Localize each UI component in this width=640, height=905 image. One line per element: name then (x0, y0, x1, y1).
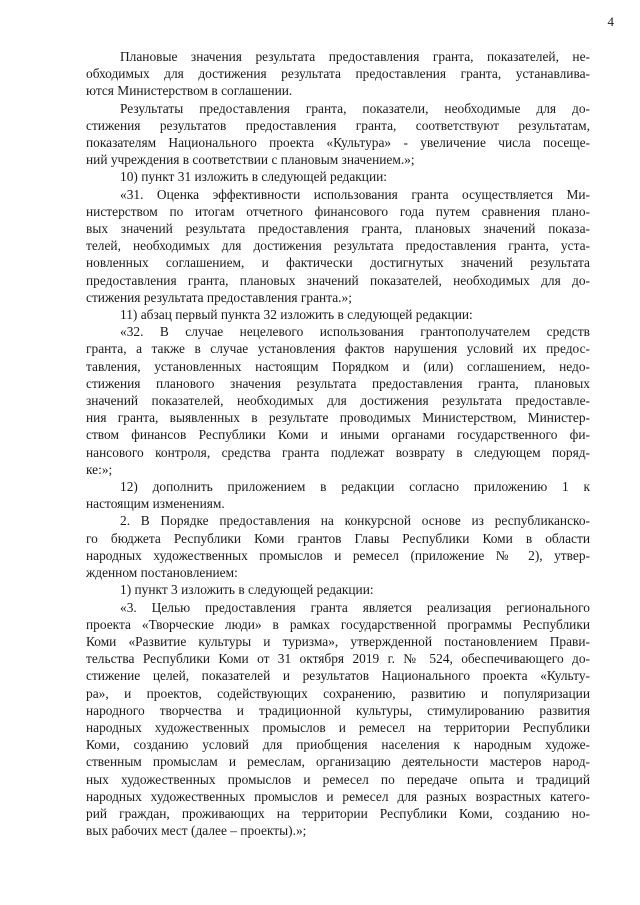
text-line: Коми «Развитие культуры и туризма», утвержденной постановлением Прави- (86, 633, 590, 649)
text-line: 11) абзац первый пункта 32 изложить в следующей редакции: (120, 307, 473, 323)
text-line: Плановые значения результата предоставления гранта, показателей, не- (120, 49, 590, 64)
text-line: нистерством по итогам отчетного финансового года путем сравнения плано- (86, 203, 590, 219)
text-line: показателям Национального проекта «Культура» - увеличение числа посеще- (86, 135, 590, 151)
text-line: ственным промыслам и ремеслам, организацию деятельности мастеров народ- (86, 754, 590, 770)
text-line: рий граждан, проживающих на территории Республики Коми, созданию но- (86, 805, 590, 821)
text-line: тельства Республики Коми от 31 октября 2019 г. № 524, обеспечивающего до- (86, 651, 590, 667)
text-line: Коми, созданию условий для приобщения населения к народным художе- (86, 737, 590, 753)
text-line: обходимых для достижения результата предоставления гранта, устанавлива- (86, 66, 590, 82)
text-line: народных художественных промыслов и ремесел для разных возрастных катего- (86, 788, 590, 804)
text-line: вых значений результата предоставления гранта, плановых значений показа- (86, 221, 590, 237)
text-line: ния гранта, выявленных в результате проводимых Министерством, Министер- (86, 410, 590, 426)
text-line: гранта, а также в случае установления фактов нарушения условий их предос- (86, 341, 590, 357)
text-line: значений показателей, необходимых для достижения результата предоставле- (86, 393, 590, 409)
text-line: Результаты предоставления гранта, показатели, необходимые для до- (120, 100, 590, 116)
text-line: телей, необходимых для достижения результата предоставления гранта, уста- (86, 238, 590, 254)
text-line: ных художественных промыслов и ремесел по передаче опыта и традиций (86, 771, 590, 787)
document-body (86, 48, 590, 839)
text-line: «3. Целью предоставления гранта является реализация регионального (120, 599, 590, 615)
text-line: «32. В случае нецелевого использования грантополучателем средств (120, 324, 590, 340)
text-line: тавления, установленных настоящим Порядком и (или) соглашением, недо- (86, 358, 590, 374)
text-line: ке:»; (86, 461, 113, 477)
text-line: ра», и проектов, содействующих сохранению, развитию и популяризации (86, 685, 590, 701)
text-line: настоящим изменениям. (86, 496, 225, 512)
text-line: народного творчества и традиционной культуры, стимулированию развития (86, 702, 590, 718)
text-line: новленных соглашением, и фактически достигнутых значений результата (86, 255, 590, 271)
text-line: ются Министерством в соглашении. (86, 83, 293, 99)
text-line: жденном постановлением: (86, 565, 238, 581)
text-line: 2. В Порядке предоставления на конкурсной основе из республиканско- (120, 513, 590, 529)
text-line: проекта «Творческие люди» в рамках государственной программы Республики (86, 616, 590, 632)
text-line: вых рабочих мест (далее – проекты).»; (86, 823, 307, 839)
text-line: 1) пункт 3 изложить в следующей редакции: (120, 582, 374, 598)
text-line: нансового контроля, средства гранта подлежат возврату в следующем поряд- (86, 444, 590, 460)
text-line: ством финансов Республики Коми и иными органами государственного фи- (86, 427, 590, 443)
text-line: народных художественных промыслов и ремесел (приложение № 2), утвер- (86, 547, 590, 563)
text-line: предоставления гранта, плановых значений показателей, необходимых для до- (86, 272, 590, 288)
page-number: 4 (607, 14, 614, 29)
text-line: го бюджета Республики Коми грантов Главы Республики Коми в области (86, 530, 590, 546)
text-line: «31. Оценка эффективности использования гранта осуществляется Ми- (120, 186, 590, 202)
text-line: народных художественных промыслов и ремесел на территории Республики (86, 719, 590, 735)
text-line: 12) дополнить приложением в редакции согласно приложению 1 к (120, 479, 590, 495)
text-line: стижения планового значения результата предоставления гранта, плановых (86, 375, 590, 391)
text-line: 10) пункт 31 изложить в следующей редакции: (120, 169, 388, 185)
text-line: стижения результата предоставления гранта.»; (86, 289, 352, 305)
text-line: стижение целей, показателей и результатов Национального проекта «Культу- (86, 668, 590, 684)
text-line: ний учреждения в соответствии с плановым значением.»; (86, 152, 415, 168)
text-line: стижения результатов предоставления гранта, соответствуют результатам, (86, 117, 590, 133)
